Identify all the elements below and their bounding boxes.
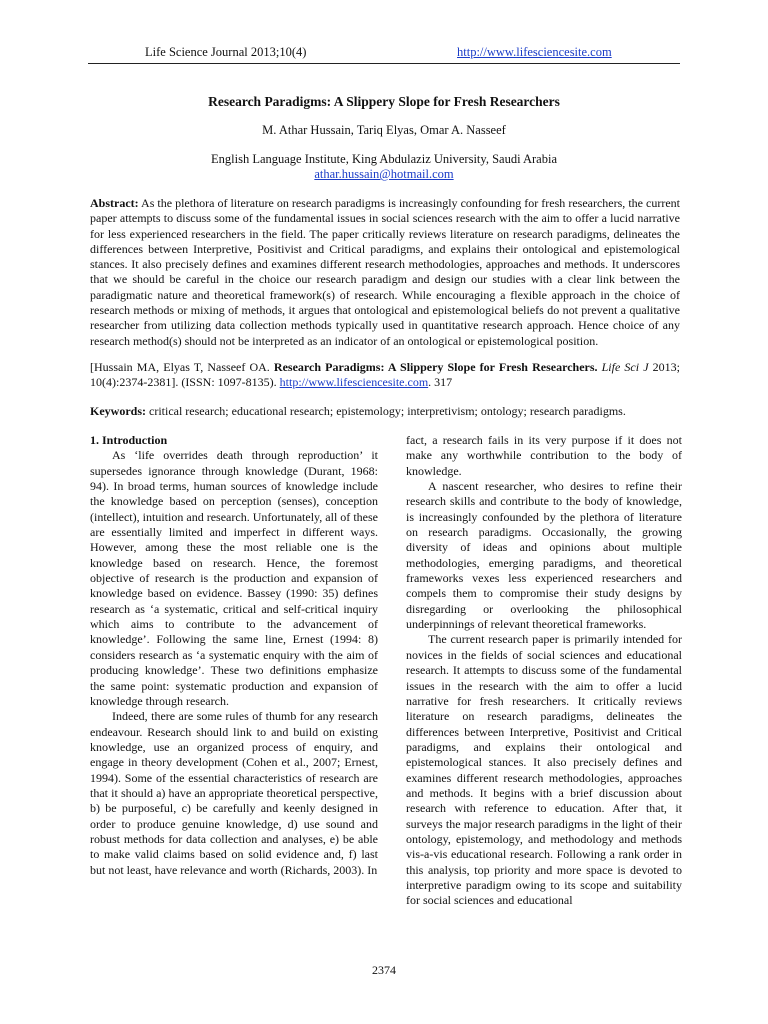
abstract-text: As the plethora of literature on research paradigms is increasingly confounding for fresh researchers, the current paper attempts to discuss some of the fundamental issues in social sciences research with the aim to offer a lucid narrative for less experienced researchers in the field. The paper critically reviews literature on research paradigms, delineates the differences between Interpretive, Positivist and Critical paradigms, and explains their ontological and epistemological stances. It also precisely defines and examines different research methodologies, approaches and methods. It underscores that we should be careful in the choice our research paradigm and design our studies with a clear link between the paradigmatic nature and theoretical framework(s) of research. While encouraging a flexible approach in the choice of research methods or mixing of methods, it argues that ontological and epistemological beliefs do not prevent a qualitative researcher from utilizing data collection methods typically used in quantitative research approach. Hence choice of any research method(s) should not be interpreted as an indicator of an ontological or epistemological position. xyxy=(90,196,680,348)
abstract xyxy=(90,196,680,349)
keywords-label: Keywords: xyxy=(90,404,146,418)
body-column-left xyxy=(90,433,378,878)
citation-end: . 317 xyxy=(428,375,453,390)
body-paragraph: Indeed, there are some rules of thumb for any research endeavour. Research should link to and build on existing knowledge, use an organized process of enquiry, and engage in theory development (Cohen et al., 2007; Ernest, 1994). Some of the essential characteristics of research are that it should a) have an appropriate theoretical perspective, b) be purposeful, c) be carefully and keenly designed in order to produce genuine knowledge, d) use sound and robust methods for data collection and analyses, e) be able to make valid claims based on solid evidence and, f) last but not least, have relevance and worth (Richards, 2003). In xyxy=(90,709,378,877)
body-paragraph: As ‘life overrides death through reproduction’ it supersedes ignorance through knowledge (Durant, 1968: 94). In broad terms, human sources of knowledge include the knowledge based on perception (senses), conception (intellect), intuition and research. Unfortunately, all of these are essentially limited and imperfect in different ways. However, among these the most reliable one is the knowledge based on research. Hence, the foremost objective of research is the production and expansion of knowledge based on evidence. Bassey (1990: 35) defines research as ‘a systematic, critical and self-critical inquiry which aims to contribute to the advancement of knowledge’. Following the same line, Ernest (1994: 8) considers research as ‘a systematic enquiry with the aim of producing knowledge’. These two definitions emphasize the same point: systematic production and expansion of knowledge through research. xyxy=(90,448,378,708)
author-email-link[interactable]: athar.hussain@hotmail.com xyxy=(314,167,454,181)
journal-name: Life Science Journal 2013;10(4) xyxy=(145,45,307,59)
body-paragraph: The current research paper is primarily intended for novices in the fields of social sciences and educational research. It attempts to discuss some of the fundamental issues in the research with the aim to offer a lucid narrative for fresh researchers. It critically reviews literature on research paradigms, delineates the differences between Interpretive, Positivist and Critical paradigms, and explains their ontological and epistemological stances. It also precisely defines and examines different research methodologies, approaches and methods. It begins with a brief discussion about research with reference to education. After that, it surveys the major research paradigms in the light of their ontology, epistemology, and methodology and methods vis-a-vis educational research. Following a rank order in this analysis, top priority and more space is devoted to interpretive paradigm owing to its scope and suitability for social sciences and educational xyxy=(406,632,682,908)
body-paragraph-continued: fact, a research fails in its very purpose if it does not make any worthwhile contribution to the body of knowledge. xyxy=(406,433,682,478)
section-heading-introduction: 1. Introduction xyxy=(90,433,168,447)
citation xyxy=(90,360,680,391)
journal-url-link[interactable]: http://www.lifesciencesite.com xyxy=(457,45,612,59)
author-affiliation: English Language Institute, King Abdulaziz University, Saudi Arabia xyxy=(211,152,557,166)
paper-title: Research Paradigms: A Slippery Slope for Fresh Researchers xyxy=(208,94,560,109)
running-header xyxy=(88,45,680,64)
citation-journal: Life Sci J xyxy=(597,360,649,374)
abstract-label: Abstract: xyxy=(90,196,139,210)
citation-link[interactable]: http://www.lifesciencesite.com xyxy=(279,375,429,390)
body-paragraph: A nascent researcher, who desires to refine their research skills and contribute to the body of knowledge, is increasingly confounded by the plethora of literature on research paradigms. Occasionally, the growing diversity of ideas and opinions about multiple methodologies, emerging paradigms, and theoretical frameworks vexes less experienced researchers and compels them to compromise their study designs by disregarding or overlooking the philosophical underpinnings of relevant theoretical frameworks. xyxy=(406,479,682,632)
body-column-right xyxy=(406,433,682,909)
citation-details: 2013; 10(4):2374-2381]. (ISSN: 1097-8135). xyxy=(90,360,680,390)
page-number: 2374 xyxy=(372,963,396,977)
citation-authors: [Hussain MA, Elyas T, Nasseef OA. xyxy=(90,360,274,374)
keywords-text: critical research; educational research; epistemology; interpretivism; ontology; research paradigms. xyxy=(146,404,626,418)
keywords xyxy=(90,404,680,419)
author-email-line xyxy=(0,167,768,182)
author-list: M. Athar Hussain, Tariq Elyas, Omar A. Nasseef xyxy=(262,123,506,137)
citation-title: Research Paradigms: A Slippery Slope for Fresh Researchers. xyxy=(273,360,598,374)
